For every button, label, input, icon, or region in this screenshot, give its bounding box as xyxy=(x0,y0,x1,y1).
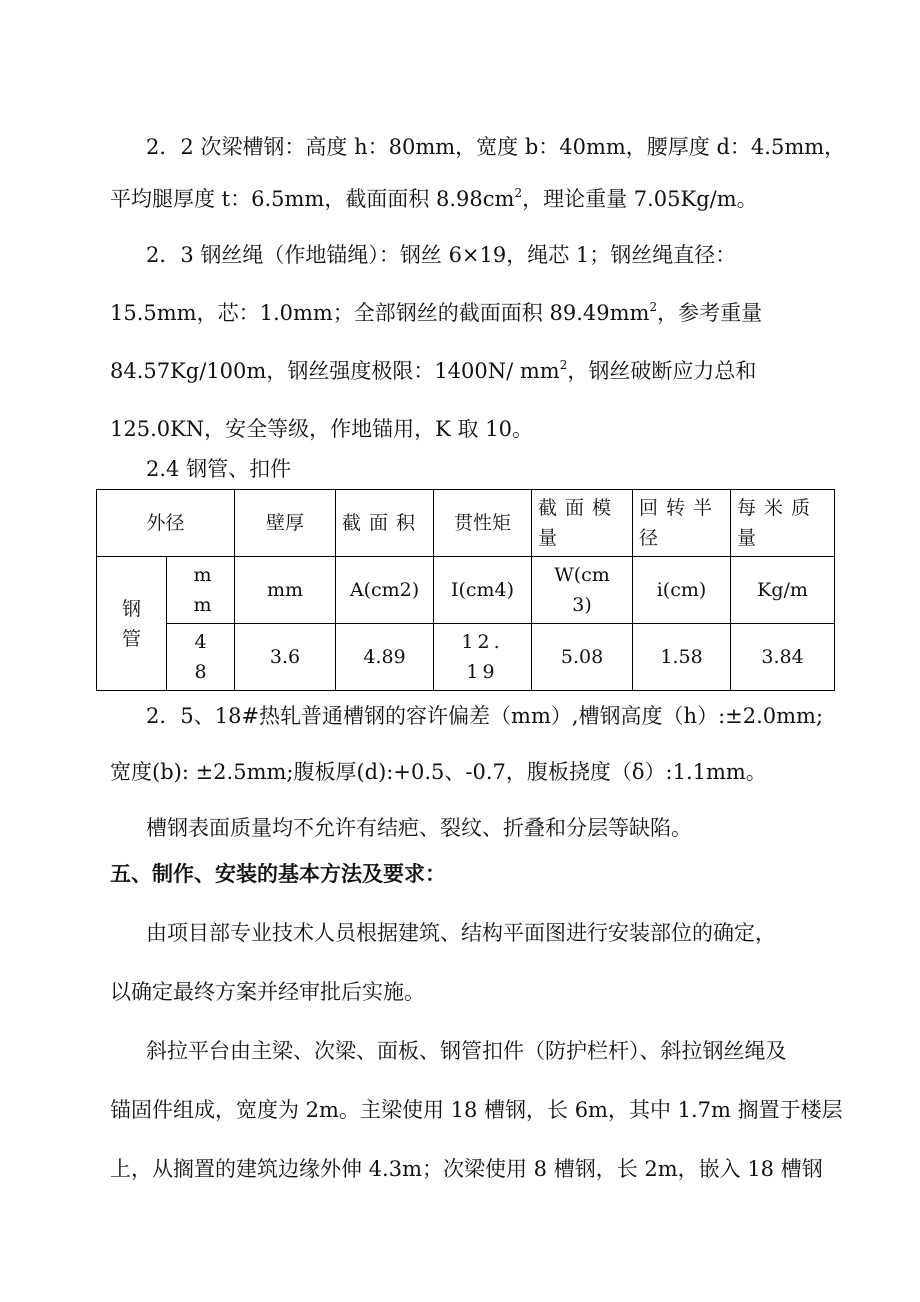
unit-od xyxy=(167,557,235,624)
superscript: 2 xyxy=(649,300,658,314)
table-header-row xyxy=(97,490,835,557)
section-2-3-line2 xyxy=(110,287,810,339)
header-radius: 回转半径 xyxy=(633,490,731,557)
table-values-row xyxy=(97,624,835,691)
section-2-3-line3 xyxy=(110,345,810,397)
section-2-5-line1: 2．5、18#热轧普通槽钢的容许偏差（mm）,槽钢高度（h）:±2.0mm; xyxy=(146,704,824,728)
section-5-heading: 五、制作、安装的基本方法及要求： xyxy=(110,862,446,886)
section-5-p2-line3: 上，从搁置的建筑边缘外伸 4.3m；次梁使用 8 槽钢，长 2m，嵌入 18 槽钢 xyxy=(110,1157,823,1181)
unit-inertia-text: I(cm4) xyxy=(450,579,515,601)
section-5-p1-line2: 以确定最终方案并经审批后实施。 xyxy=(110,980,425,1004)
section-5-p2-line1: 斜拉平台由主梁、次梁、面板、钢管扣件（防护栏杆）、斜拉钢丝绳及 xyxy=(146,1039,787,1063)
unit-od-text: mm xyxy=(193,564,212,616)
unit-inertia xyxy=(434,557,532,624)
unit-wall: mm xyxy=(235,557,336,624)
value-inertia xyxy=(434,624,532,691)
value-od-text: 48 xyxy=(194,631,207,683)
text: ，参考重量 xyxy=(657,301,763,325)
header-weight: 每米质量 xyxy=(731,490,835,557)
header-outer-diameter: 外径 xyxy=(97,490,235,557)
value-radius: 1.58 xyxy=(633,624,731,691)
unit-modulus-text: W(cm3) xyxy=(554,564,610,616)
row-label-steel-pipe xyxy=(97,557,167,691)
section-2-3 xyxy=(110,229,810,455)
text: ，理论重量 7.05Kg/m。 xyxy=(522,187,758,211)
value-wall: 3.6 xyxy=(235,624,336,691)
section-2-5-line3: 槽钢表面质量均不允许有结疤、裂纹、折叠和分层等缺陷。 xyxy=(146,816,692,840)
text: 84.57Kg/100m，钢丝强度极限：1400N/ mm xyxy=(110,359,560,383)
steel-pipe-table xyxy=(96,489,835,691)
section-2-5-line2: 宽度(b): ±2.5mm;腹板厚(d):+0.5、-0.7，腹板挠度（δ）:1.1mm。 xyxy=(110,760,767,784)
superscript: 2 xyxy=(559,358,568,372)
text: 15.5mm，芯：1.0mm；全部钢丝的截面面积 89.49mm xyxy=(110,301,650,325)
header-inertia: 贯性矩 xyxy=(434,490,532,557)
section-2-4 xyxy=(110,443,810,495)
unit-weight: Kg/m xyxy=(731,557,835,624)
header-area: 截面积 xyxy=(336,490,434,557)
value-inertia-text: 12.19 xyxy=(461,631,504,683)
unit-radius-text: i(cm) xyxy=(656,579,707,601)
unit-area xyxy=(336,557,434,624)
table-units-row xyxy=(97,557,835,624)
section-2-4-title: 2.4 钢管、扣件 xyxy=(146,457,292,481)
value-od xyxy=(167,624,235,691)
value-area: 4.89 xyxy=(336,624,434,691)
row-label-text: 钢管 xyxy=(121,597,141,650)
section-5-p1-line1: 由项目部专业技术人员根据建筑、结构平面图进行安装部位的确定， xyxy=(146,921,776,945)
section-2-3-line4: 125.0KN，安全等级，作地锚用，K 取 10。 xyxy=(110,417,533,441)
superscript: 2 xyxy=(514,186,523,200)
value-modulus: 5.08 xyxy=(532,624,633,691)
section-5 xyxy=(110,848,843,1195)
unit-modulus xyxy=(532,557,633,624)
section-5-p2-line2: 锚固件组成，宽度为 2m。主梁使用 18 槽钢，长 6m，其中 1.7m 搁置于楼层 xyxy=(110,1098,843,1122)
unit-area-text: A(cm2) xyxy=(349,579,420,601)
text: ，钢丝破断应力总和 xyxy=(567,359,757,383)
section-2-2-line2 xyxy=(110,173,810,225)
text: 平均腿厚度 t：6.5mm，截面面积 8.98cm xyxy=(110,187,515,211)
value-weight: 3.84 xyxy=(731,624,835,691)
header-wall: 壁厚 xyxy=(235,490,336,557)
section-2-3-line1: 2．3 钢丝绳（作地锚绳）：钢丝 6×19，绳芯 1；钢丝绳直径： xyxy=(146,243,737,267)
section-2-2 xyxy=(110,121,846,225)
section-2-2-line1: 2．2 次梁槽钢：高度 h：80mm，宽度 b：40mm，腰厚度 d：4.5mm， xyxy=(146,135,846,159)
unit-radius xyxy=(633,557,731,624)
header-modulus: 截面模量 xyxy=(532,490,633,557)
section-2-5 xyxy=(110,690,824,854)
